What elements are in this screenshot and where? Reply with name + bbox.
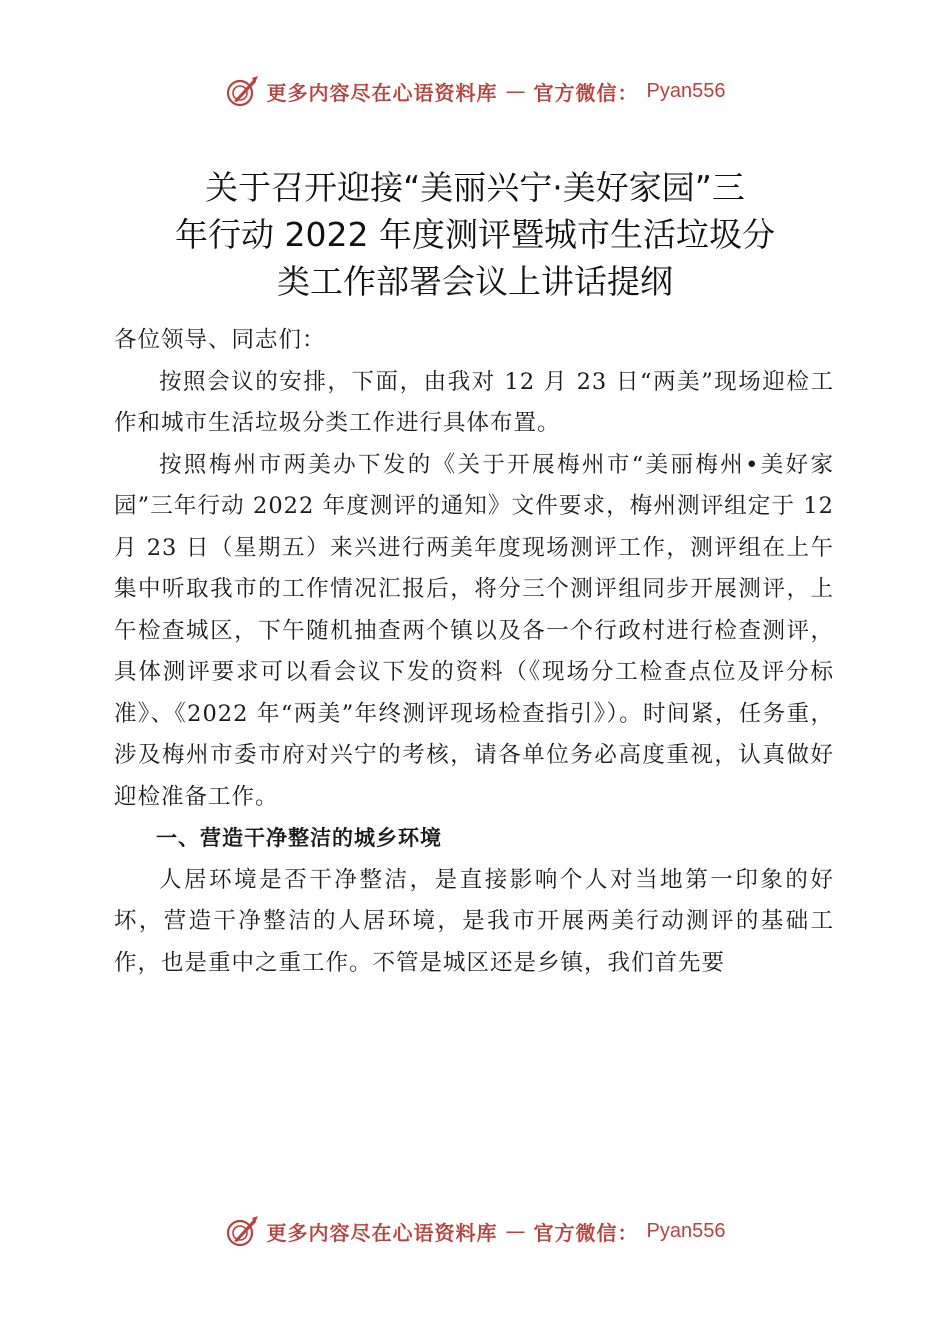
- watermark-wechat-id: Pyan556: [646, 79, 726, 102]
- watermark-wechat-label: 官方微信：: [533, 1220, 639, 1245]
- body-paragraph: 按照会议的安排，下面，由我对 12 月 23 日“两美”现场迎检工作和城市生活垃圾分类工作进行具体布置。: [114, 368, 834, 436]
- watermark-separator: —: [505, 79, 526, 103]
- quill-pen-logo-icon: [225, 74, 259, 108]
- salutation: 各位领导、同志们：: [114, 327, 326, 353]
- watermark-wechat-id: Pyan556: [646, 1219, 726, 1242]
- watermark-brand-text: 更多内容尽在心语资料库: [266, 80, 498, 105]
- footer-watermark: [0, 1214, 950, 1248]
- watermark-brand-text: 更多内容尽在心语资料库: [266, 1220, 498, 1245]
- watermark-separator: —: [505, 1219, 526, 1243]
- title-line: 类工作部署会议上讲话提纲: [277, 262, 673, 301]
- title-line: 年行动 2022 年度测评暨城市生活垃圾分: [175, 215, 775, 254]
- header-watermark: [0, 74, 950, 108]
- document-title: [120, 164, 830, 305]
- section-heading: 一、营造干净整洁的城乡环境: [156, 826, 442, 850]
- title-line: 关于召开迎接“美丽兴宁·美好家园”三: [205, 168, 745, 207]
- document-body: [114, 320, 834, 984]
- watermark-wechat-label: 官方微信：: [533, 80, 639, 105]
- body-paragraph: 人居环境是否干净整洁，是直接影响个人对当地第一印象的好坏，营造干净整洁的人居环境，是我市开展两美行动测评的基础工作，也是重中之重工作。不管是城区还是乡镇，我们首先要: [114, 866, 834, 976]
- body-paragraph: 按照梅州市两美办下发的《关于开展梅州市“美丽梅州•美好家园”三年行动 2022 年度测评的通知》文件要求，梅州测评组定于 12 月 23 日（星期五）来兴进行两美年度现场测评工作，测评组在上午集中听取我市的工作情况汇报后，将分三个测评组同步开展测评，上午检查城区，下午随机抽查两个镇以及各一个行政村进行检查测评，具体测评要求可以看会议下发的资料（《现场分工检查点位及评分标准》、《2022 年“两美”年终测评现场检查指引》）。时间紧，任务重，涉及梅州市委市府对兴宁的考核，请各单位务必高度重视，认真做好迎检准备工作。: [114, 451, 834, 810]
- quill-pen-logo-icon: [225, 1214, 259, 1248]
